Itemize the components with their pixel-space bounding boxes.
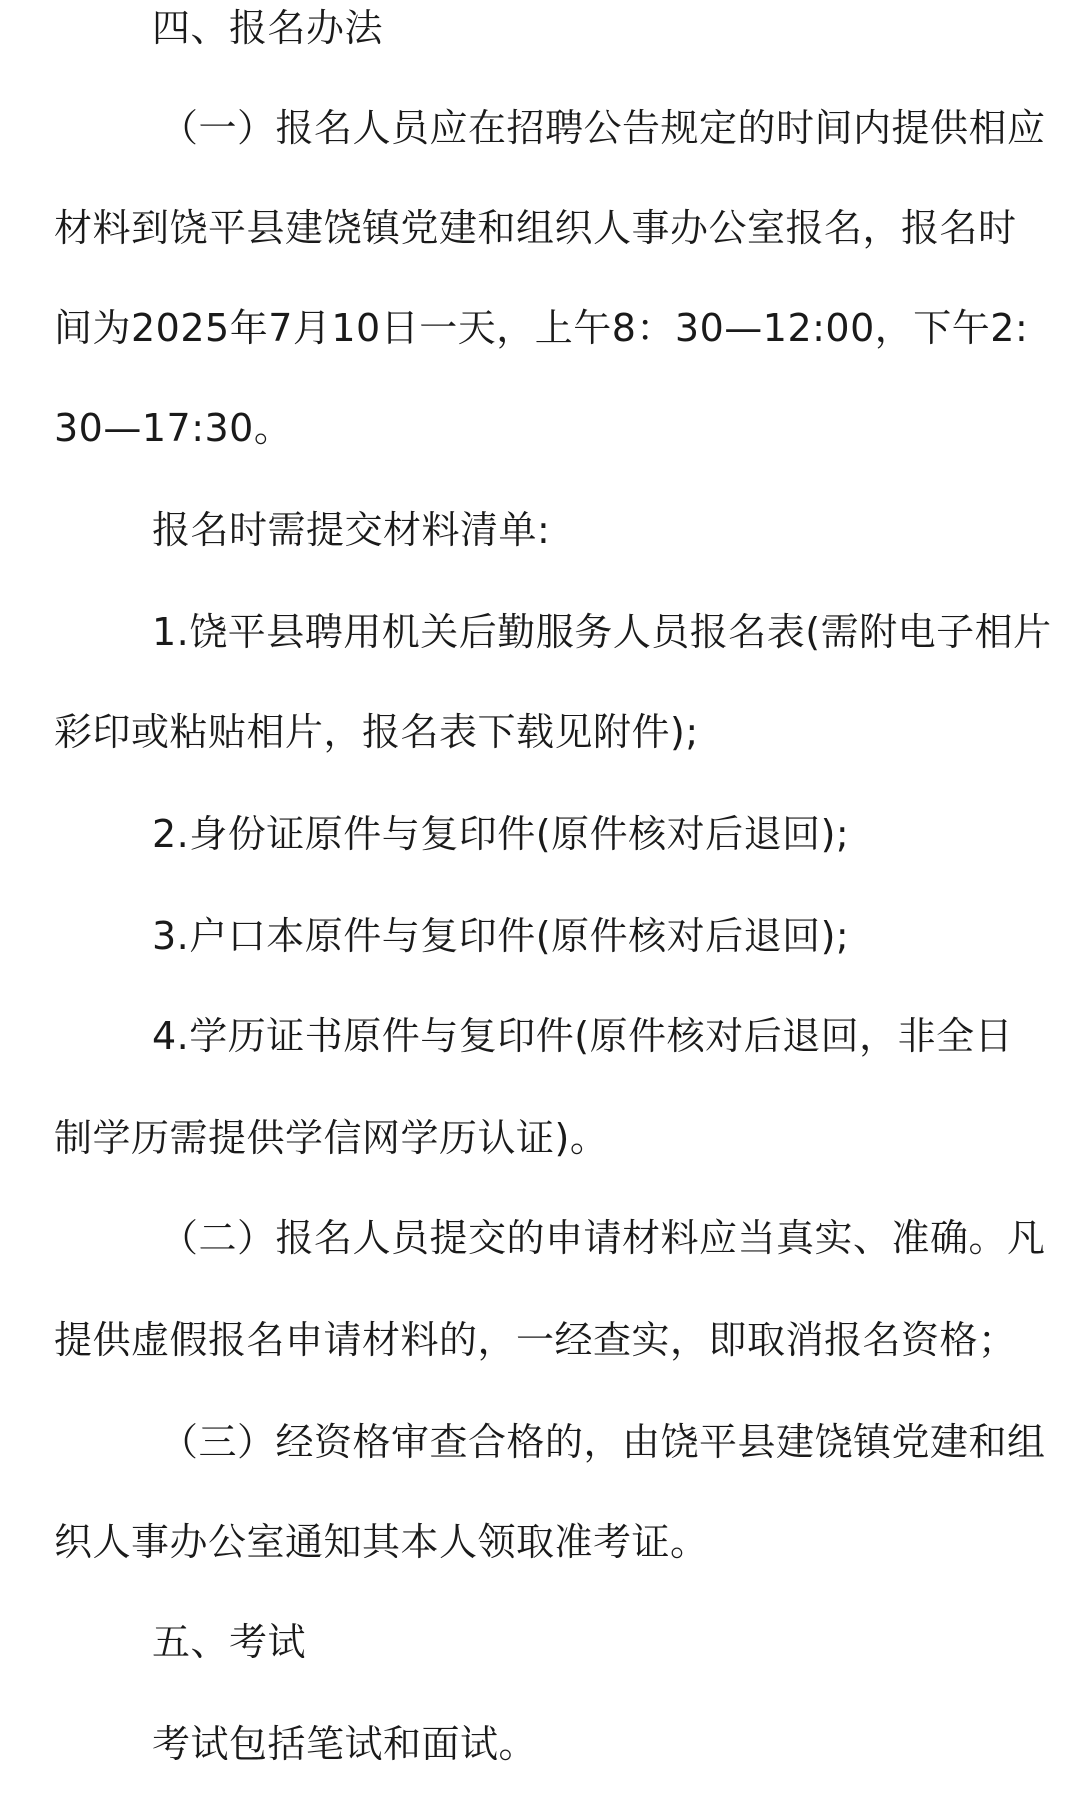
section-heading: 四、报名办法: [152, 6, 384, 50]
list-item: 4.学历证书原件与复印件(原件核对后退回，非全日: [152, 1014, 1014, 1058]
paragraph-line: 报名时需提交材料清单:: [152, 508, 551, 552]
paragraph-line: 30—17:30。: [54, 406, 293, 450]
paragraph-line: （二）报名人员提交的申请材料应当真实、准确。凡: [160, 1216, 1046, 1260]
paragraph-line: （一）报名人员应在招聘公告规定的时间内提供相应: [160, 106, 1046, 150]
list-item: 2.身份证原件与复印件(原件核对后退回);: [152, 812, 850, 856]
paragraph-line: 织人事办公室通知其本人领取准考证。: [54, 1520, 709, 1564]
list-item: 3.户口本原件与复印件(原件核对后退回);: [152, 914, 850, 958]
paragraph-line: 间为2025年7月10日一天，上午8：30—12:00，下午2:: [54, 306, 1029, 350]
list-item: 1.饶平县聘用机关后勤服务人员报名表(需附电子相片: [152, 610, 1052, 654]
list-item-continuation: 制学历需提供学信网学历认证)。: [54, 1116, 609, 1160]
section-heading: 五、考试: [152, 1620, 307, 1664]
paragraph-line: 提供虚假报名申请材料的，一经查实，即取消报名资格；: [54, 1318, 1017, 1362]
list-item-continuation: 彩印或粘贴相片，报名表下载见附件);: [54, 710, 699, 754]
paragraph-line: （三）经资格审查合格的，由饶平县建饶镇党建和组: [160, 1420, 1046, 1464]
paragraph-line: 材料到饶平县建饶镇党建和组织人事办公室报名，报名时: [54, 206, 1017, 250]
paragraph-line: 考试包括笔试和面试。: [152, 1722, 538, 1766]
